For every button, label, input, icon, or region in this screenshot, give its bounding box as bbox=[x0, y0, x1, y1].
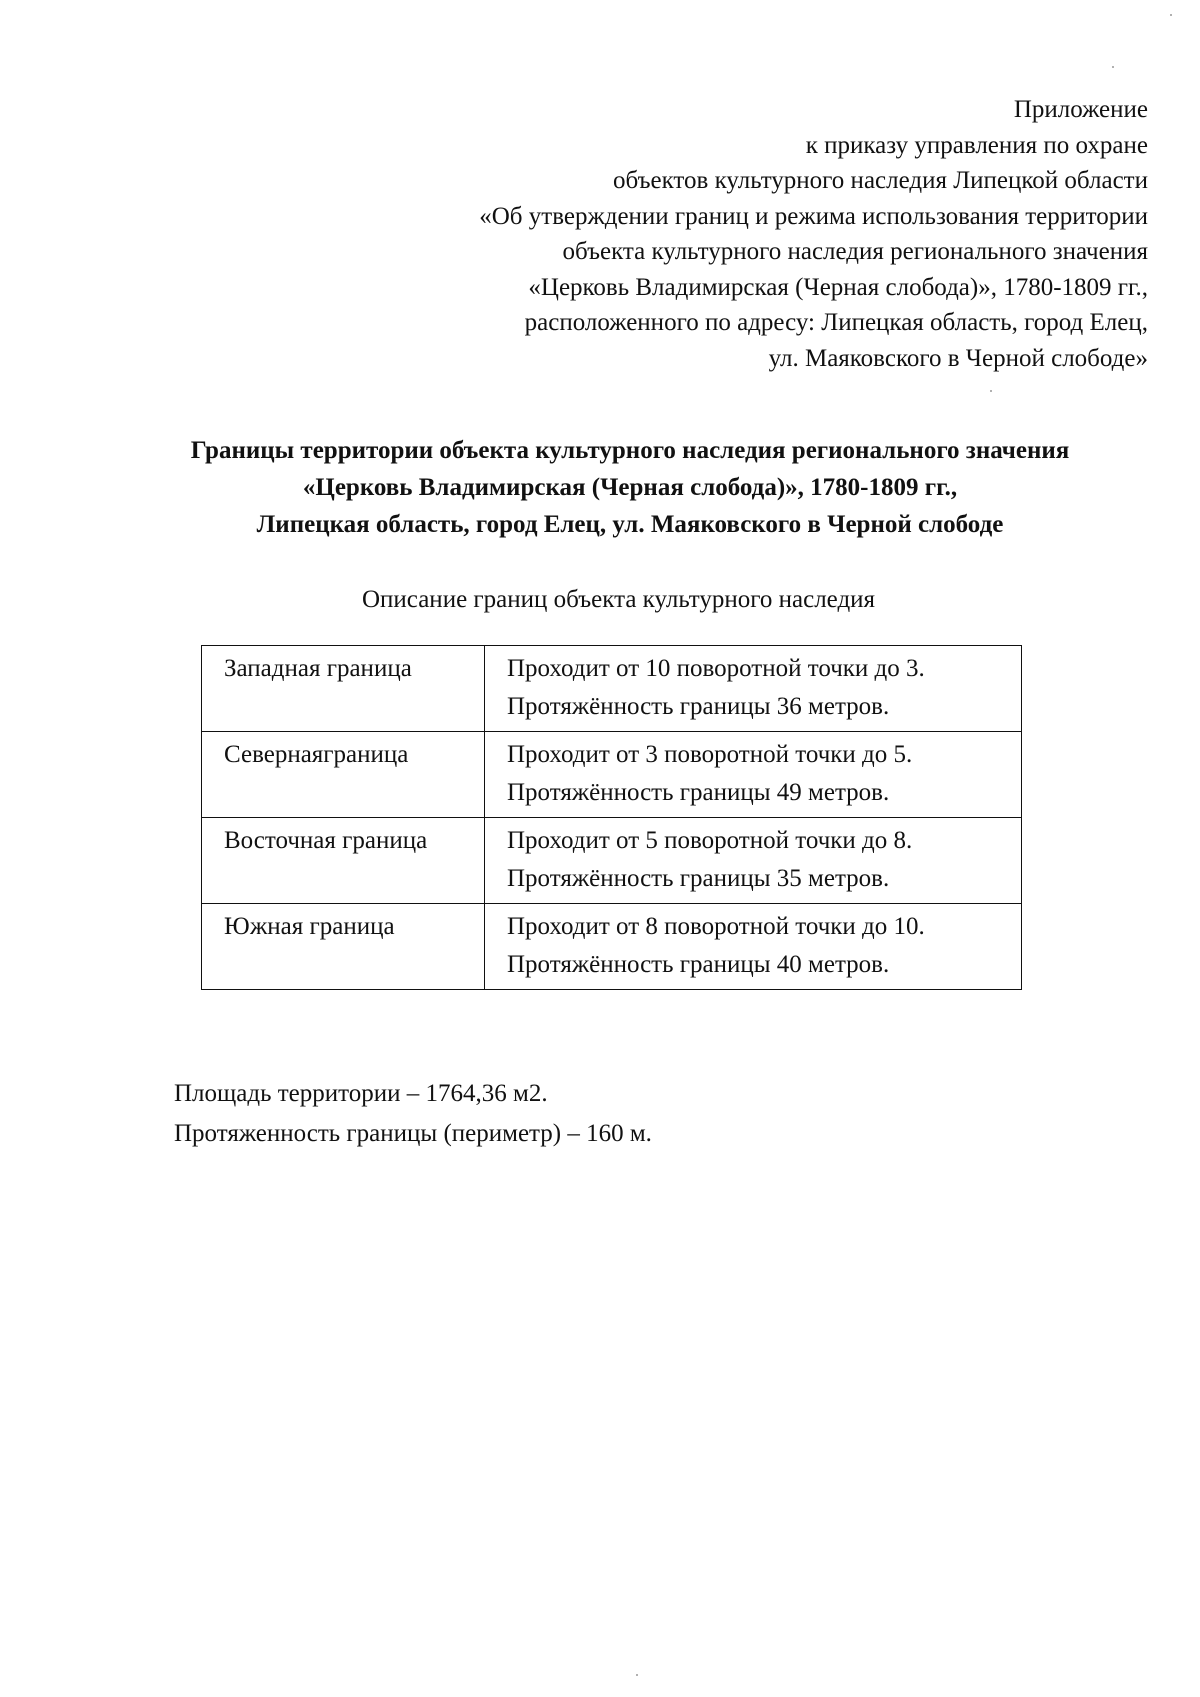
table-row bbox=[202, 646, 1022, 732]
table-caption: Описание границ объекта культурного наследия bbox=[362, 586, 876, 613]
boundary-route: Проходит от 10 поворотной точки до 3. bbox=[507, 655, 925, 682]
boundary-name: Севернаяграница bbox=[202, 732, 485, 818]
table-row bbox=[202, 732, 1022, 818]
boundary-name: Западная граница bbox=[202, 646, 485, 732]
title-line: Границы территории объекта культурного наследия регионального значения bbox=[190, 437, 1070, 464]
boundary-name: Восточная граница bbox=[202, 818, 485, 904]
boundary-route: Проходит от 5 поворотной точки до 8. bbox=[507, 827, 913, 854]
scan-speck bbox=[990, 390, 992, 392]
appendix-line: «Об утверждении границ и режима использования территории bbox=[479, 202, 1148, 230]
appendix-line: расположенного по адресу: Липецкая область, город Елец, bbox=[524, 309, 1148, 336]
boundary-description bbox=[485, 818, 1022, 904]
territory-perimeter: Протяженность границы (периметр) – 160 м. bbox=[174, 1120, 652, 1147]
appendix-line: объекта культурного наследия регионального значения bbox=[562, 238, 1148, 265]
boundary-route: Проходит от 3 поворотной точки до 5. bbox=[507, 741, 913, 768]
boundary-length: Протяжённость границы 40 метров. bbox=[507, 951, 890, 978]
boundary-name: Южная граница bbox=[202, 904, 485, 990]
title-line: «Церковь Владимирская (Черная слобода)», 1780-1809 гг., bbox=[302, 474, 958, 501]
document-title bbox=[60, 432, 1200, 543]
boundaries-table bbox=[201, 645, 1022, 990]
boundary-length: Протяжённость границы 36 метров. bbox=[507, 693, 890, 720]
appendix-line: Приложение bbox=[1013, 96, 1148, 123]
appendix-line: объектов культурного наследия Липецкой области bbox=[613, 167, 1148, 194]
appendix-header bbox=[388, 92, 1148, 376]
appendix-line: ул. Маяковского в Черной слободе» bbox=[768, 344, 1148, 372]
appendix-line: к приказу управления по охране bbox=[805, 131, 1148, 159]
table-row bbox=[202, 904, 1022, 990]
scan-speck bbox=[1170, 14, 1172, 16]
scan-speck bbox=[1112, 66, 1114, 68]
boundary-route: Проходит от 8 поворотной точки до 10. bbox=[507, 913, 925, 940]
table-row bbox=[202, 818, 1022, 904]
territory-summary bbox=[174, 1074, 652, 1154]
boundary-description bbox=[485, 646, 1022, 732]
territory-area: Площадь территории – 1764,36 м2. bbox=[174, 1080, 548, 1107]
boundary-description bbox=[485, 904, 1022, 990]
boundary-length: Протяжённость границы 49 метров. bbox=[507, 779, 890, 806]
boundary-length: Протяжённость границы 35 метров. bbox=[507, 865, 890, 892]
appendix-line: «Церковь Владимирская (Черная слобода)», 1780-1809 гг., bbox=[528, 273, 1148, 301]
boundary-description bbox=[485, 732, 1022, 818]
scan-speck bbox=[636, 1674, 638, 1676]
title-line: Липецкая область, город Елец, ул. Маяковского в Черной слободе bbox=[256, 511, 1004, 538]
